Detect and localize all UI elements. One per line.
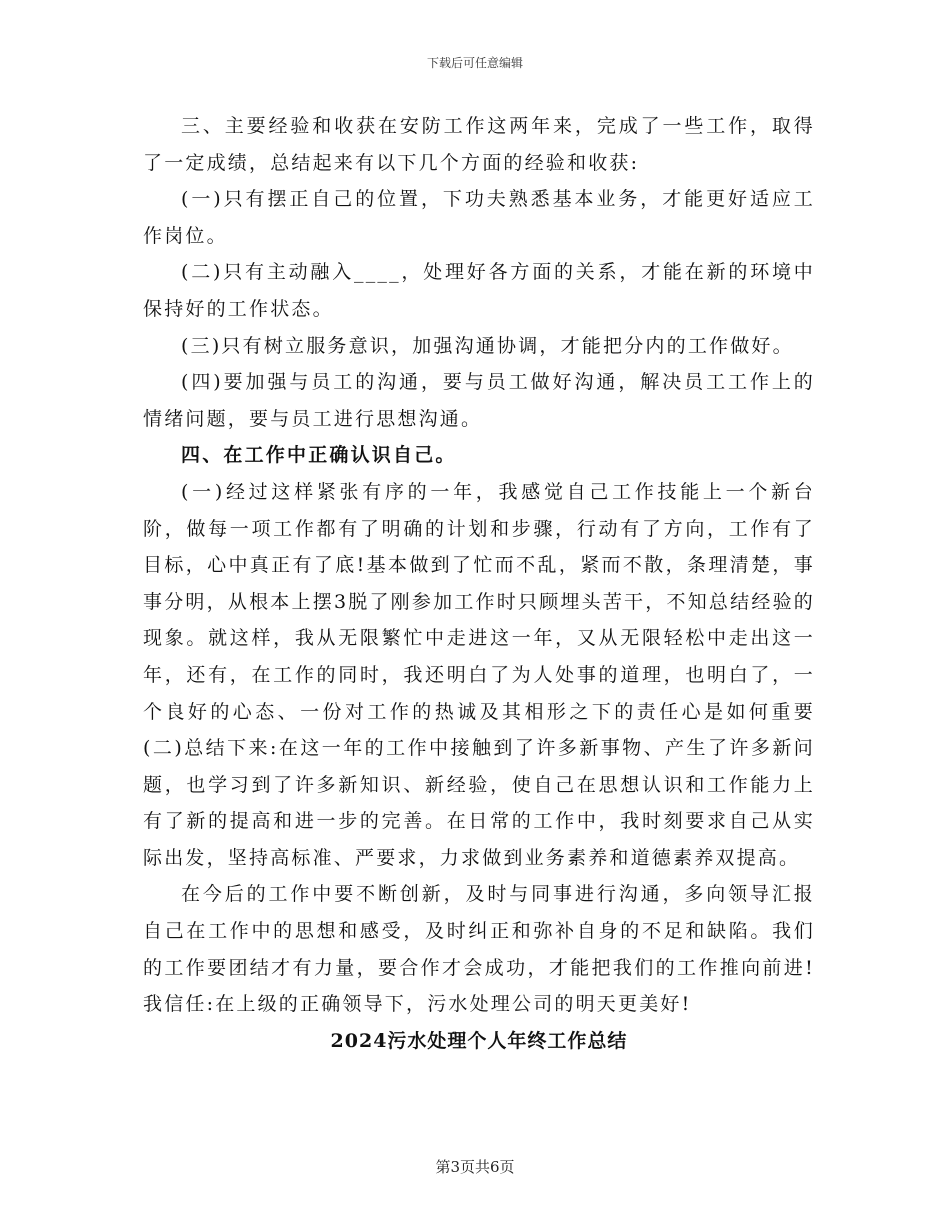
experience-item-1: (一)只有摆正自己的位置，下功夫熟悉基本业务，才能更好适应工作岗位。 <box>143 188 815 247</box>
section-four-heading: 四、在工作中正确认识自己。 <box>181 444 457 467</box>
experience-item-3: (三)只有树立服务意识，加强沟通协调，才能把分内的工作做好。 <box>181 334 794 357</box>
experience-item-4: (四)要加强与员工的沟通，要与员工做好沟通，解决员工工作上的情绪问题，要与员工进行思想沟通。 <box>143 371 815 430</box>
page-number-footer: 第3页共6页 <box>435 1158 515 1176</box>
future-work-paragraph: 在今后的工作中要不断创新，及时与同事进行沟通，多向领导汇报自己在工作中的思想和感受，及时纠正和弥补自身的不足和缺陷。我们的工作要团结才有力量，要合作才会成功，才能把我们的工作推向前进!我信任:在上级的正确领导下，污水处理公司的明天更美好! <box>143 883 815 1016</box>
self-awareness-paragraph: (一)经过这样紧张有序的一年，我感觉自己工作技能上一个新台阶，做每一项工作都有了明确的计划和步骤，行动有了方向，工作有了目标，心中真正有了底!基本做到了忙而不乱，紧而不散，条理清楚，事事分明，从根本上摆3脱了刚参加工作时只顾埋头苦干，不知总结经验的现象。就这样，我从无限繁忙中走进这一年，又从无限轻松中走出这一年，还有，在工作的同时，我还明白了为人处事的道理，也明白了，一个良好的心态、一份对工作的热诚及其相形之下的责任心是如何重要(二)总结下来:在这一年的工作中接触到了许多新事物、产生了许多新问题，也学习到了许多新知识、新经验，使自己在思想认识和工作能力上有了新的提高和进一步的完善。在日常的工作中，我时刻要求自己从实际出发，坚持高标准、严要求，力求做到业务素养和道德素养双提高。 <box>143 480 815 869</box>
next-document-title: 2024污水处理个人年终工作总结 <box>330 1029 628 1052</box>
document-body <box>143 108 815 1059</box>
section-three-paragraph: 三、主要经验和收获在安防工作这两年来，完成了一些工作，取得了一定成绩，总结起来有以下几个方面的经验和收获: <box>143 115 815 174</box>
page-header-note: 下载后可任意编辑 <box>426 56 523 70</box>
experience-item-2: (二)只有主动融入____，处理好各方面的关系，才能在新的环境中保持好的工作状态。 <box>143 261 815 320</box>
